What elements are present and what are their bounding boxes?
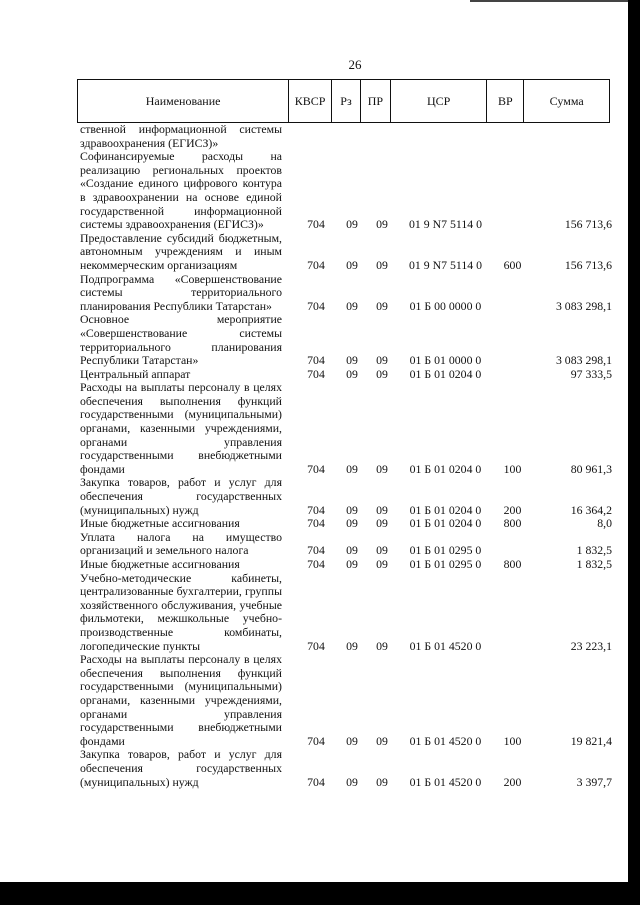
budget-table-body: [80, 123, 615, 789]
row-pr: 09: [376, 638, 388, 653]
row-sum: 80 961,3: [570, 461, 612, 476]
table-row: [80, 476, 615, 517]
row-csr: 01 Б 01 4520 0: [409, 638, 482, 653]
row-csr: 01 Б 00 0000 0: [409, 298, 482, 313]
row-sum: 19 821,4: [570, 733, 612, 748]
row-pr: 09: [376, 366, 388, 381]
header-rz: Рз: [332, 80, 361, 122]
table-row: [80, 531, 615, 558]
row-csr: 01 9 N7 5114 0: [409, 217, 482, 232]
row-csr: 01 Б 01 0204 0: [409, 461, 482, 476]
row-csr: 01 9 N7 5114 0: [409, 257, 482, 272]
row-csr: 01 Б 01 0204 0: [409, 366, 482, 381]
row-pr: 09: [376, 543, 388, 558]
table-row: [80, 381, 615, 476]
row-kvsr: 704: [307, 774, 325, 789]
row-sum: 1 832,5: [576, 543, 612, 558]
row-pr: 09: [376, 733, 388, 748]
row-sum: 23 223,1: [570, 638, 612, 653]
row-csr: 01 Б 01 0204 0: [409, 502, 482, 517]
row-rz: 09: [346, 353, 358, 368]
row-name: Закупка товаров, работ и услуг для обеспечения государственных (муниципальных) нужд: [80, 475, 282, 517]
page-number: 26: [348, 57, 362, 72]
row-kvsr: 704: [307, 733, 325, 748]
row-pr: 09: [376, 298, 388, 313]
row-csr: 01 Б 01 0295 0: [409, 543, 482, 558]
header-name: Наименование: [78, 80, 289, 122]
header-kvsr: КВСР: [289, 80, 332, 122]
top-edge-line: [470, 0, 640, 2]
table-row: [80, 558, 615, 572]
row-name: Подпрограмма «Совершенствование системы территориального планирования Республики Татарстан»: [80, 271, 282, 313]
table-row: [80, 273, 615, 314]
row-vr: 800: [503, 557, 522, 571]
row-kvsr: 704: [307, 217, 325, 232]
table-row: [80, 653, 615, 748]
row-rz: 09: [346, 217, 358, 232]
row-name: Расходы на выплаты персоналу в целях обеспечения выполнения функций государственными (муниципальными) органами, казенными учреждениями, органами управления государственными внебюджетными фондами: [80, 380, 282, 476]
row-name: Софинансируемые расходы на реализацию региональных проектов «Создание единого цифрового контура в здравоохранении на основе единой государственной информационной системы здравоохранения (ЕГИСЗ)»: [80, 149, 282, 232]
row-rz: 09: [346, 733, 358, 748]
row-pr: 09: [376, 353, 388, 368]
row-name: Предоставление субсидий бюджетным, автономным учреждениям и иным некоммерческим организациям: [80, 230, 282, 272]
table-row: [80, 123, 615, 150]
row-vr: 200: [503, 774, 522, 789]
row-kvsr: 704: [307, 257, 325, 272]
row-rz: 09: [346, 257, 358, 272]
row-vr: 200: [503, 502, 522, 517]
table-row: [80, 368, 615, 382]
row-kvsr: 704: [307, 502, 325, 517]
row-sum: 3 083 298,1: [555, 353, 612, 368]
row-sum: 156 713,6: [564, 257, 612, 272]
row-pr: 09: [376, 516, 388, 531]
table-row: [80, 748, 615, 789]
table-row: [80, 232, 615, 273]
row-rz: 09: [346, 461, 358, 476]
row-name: Иные бюджетные ассигнования: [80, 516, 240, 531]
row-vr: 100: [503, 733, 522, 748]
row-sum: 97 333,5: [570, 366, 612, 381]
row-sum: 1 832,5: [576, 557, 612, 571]
row-rz: 09: [346, 298, 358, 313]
row-sum: 16 364,2: [570, 502, 612, 517]
bottom-scan-border: [0, 882, 640, 905]
header-csr: ЦСР: [391, 80, 488, 122]
row-csr: 01 Б 01 4520 0: [409, 733, 482, 748]
row-name: Иные бюджетные ассигнования: [80, 557, 240, 571]
row-pr: 09: [376, 461, 388, 476]
row-rz: 09: [346, 543, 358, 558]
row-pr: 09: [376, 257, 388, 272]
row-kvsr: 704: [307, 461, 325, 476]
row-name: ственной информационной системы здравоохранения (ЕГИСЗ)»: [80, 122, 282, 150]
row-kvsr: 704: [307, 298, 325, 313]
row-sum: 8,0: [597, 516, 612, 531]
row-pr: 09: [376, 774, 388, 789]
row-sum: 3 397,7: [576, 774, 612, 789]
table-row: [80, 150, 615, 232]
row-rz: 09: [346, 502, 358, 517]
row-csr: 01 Б 01 0204 0: [409, 516, 482, 531]
table-row: [80, 572, 615, 654]
row-kvsr: 704: [307, 516, 325, 531]
row-vr: 600: [503, 257, 522, 272]
row-name: Закупка товаров, работ и услуг для обеспечения государственных (муниципальных) нужд: [80, 747, 282, 789]
row-csr: 01 Б 01 0295 0: [409, 557, 482, 571]
table-row: [80, 517, 615, 531]
row-vr: 100: [503, 461, 522, 476]
row-rz: 09: [346, 557, 358, 571]
row-pr: 09: [376, 557, 388, 571]
row-name: Центральный аппарат: [80, 366, 191, 381]
row-sum: 3 083 298,1: [555, 298, 612, 313]
row-rz: 09: [346, 516, 358, 531]
header-sum: Сумма: [549, 93, 584, 108]
row-name: Основное мероприятие «Совершенствование системы территориального планирования Республики Татарстан»: [80, 312, 282, 368]
header-vr: ВР: [487, 80, 524, 122]
row-rz: 09: [346, 638, 358, 653]
row-kvsr: 704: [307, 638, 325, 653]
right-scan-border: [628, 0, 640, 905]
row-name: Учебно-методические кабинеты, централизованные бухгалтерии, группы хозяйственного обслуживания, учебные фильмотеки, межшкольные учебно-производственные комбинаты, логопедические пункты: [80, 570, 282, 653]
row-kvsr: 704: [307, 353, 325, 368]
row-rz: 09: [346, 366, 358, 381]
row-vr: 800: [503, 516, 522, 531]
row-pr: 09: [376, 217, 388, 232]
row-sum: 156 713,6: [564, 217, 612, 232]
row-name: Расходы на выплаты персоналу в целях обеспечения выполнения функций государственными (муниципальными) органами, казенными учреждениями, органами управления государственными внебюджетными фондами: [80, 652, 282, 748]
table-header: [77, 79, 610, 123]
row-kvsr: 704: [307, 366, 325, 381]
row-csr: 01 Б 01 0000 0: [409, 353, 482, 368]
row-csr: 01 Б 01 4520 0: [409, 774, 482, 789]
table-row: [80, 313, 615, 367]
header-pr: ПР: [361, 80, 391, 122]
row-rz: 09: [346, 774, 358, 789]
row-pr: 09: [376, 502, 388, 517]
row-kvsr: 704: [307, 557, 325, 571]
row-kvsr: 704: [307, 543, 325, 558]
row-name: Уплата налога на имущество организаций и земельного налога: [80, 529, 282, 558]
